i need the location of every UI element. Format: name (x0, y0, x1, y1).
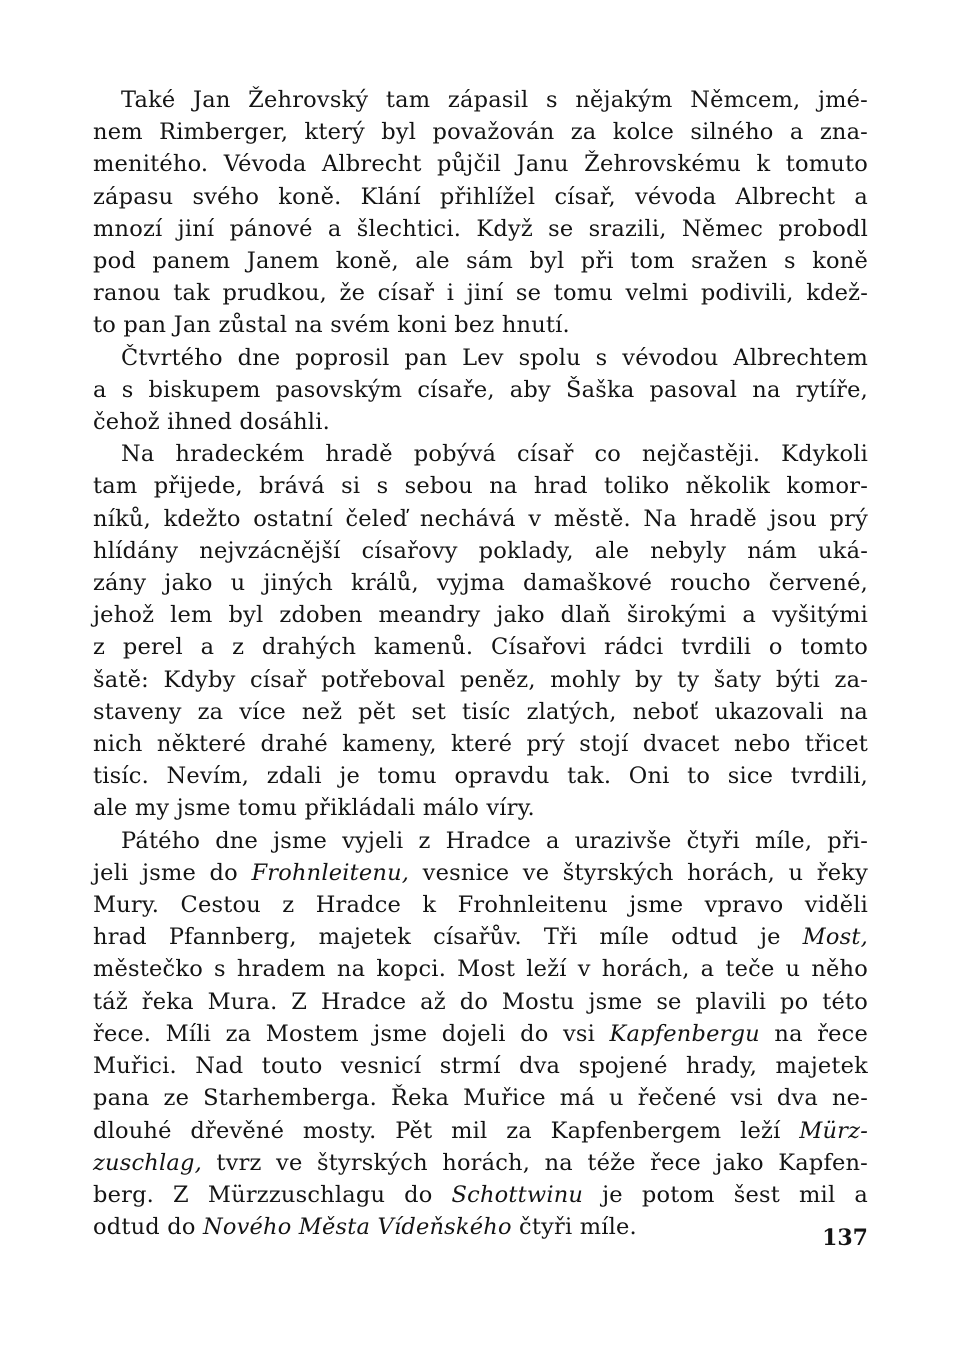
text-segment: jehož lem byl zdoben meandry jako dlaň širokými a vyšitými (93, 602, 868, 629)
paragraph (93, 342, 868, 439)
text-segment: ranou tak prudkou, že císař i jiní se tomu velmi podivili, kdež- (93, 280, 868, 307)
text-segment: nich některé drahé kameny, které prý stojí dvacet nebo třicet (93, 731, 868, 758)
italic-text: Mürz- (799, 1117, 868, 1144)
page-text (93, 84, 868, 1243)
text-line (93, 953, 868, 985)
text-line (93, 1050, 868, 1082)
text-segment: Mury. Cestou z Hradce k Frohnleitenu jsme vpravo viděli (93, 892, 868, 919)
text-segment: tisíc. Nevím, zdali je tomu opravdu tak. Oni to sice tvrdili, (93, 763, 868, 790)
text-segment: zápasu svého koně. Klání přihlížel císař, vévoda Albrecht a (93, 183, 868, 210)
italic-text: zuschlag, (93, 1149, 202, 1176)
text-segment: Pátého dne jsme vyjeli z Hradce a urazivše čtyři míle, při- (121, 827, 868, 854)
text-segment: táž řeka Mura. Z Hradce až do Mostu jsme se plavili po této (93, 988, 868, 1015)
text-line (93, 696, 868, 728)
text-segment: pana ze Starhemberga. Řeka Muřice má u řečené vsi dva ne- (93, 1085, 868, 1112)
text-line (93, 535, 868, 567)
text-segment: to pan Jan zůstal na svém koni bez hnutí. (93, 312, 570, 339)
paragraph (93, 438, 868, 824)
text-segment: odtud do (93, 1214, 203, 1241)
text-segment: městečko s hradem na kopci. Most leží v horách, a teče u něho (93, 956, 868, 983)
text-line (93, 857, 868, 889)
text-segment: šatě: Kdyby císař potřeboval peněz, mohly by ty šaty býti za- (93, 666, 868, 693)
text-line (93, 342, 868, 374)
text-line (93, 1147, 868, 1179)
italic-text: Schottwinu (451, 1181, 584, 1208)
text-line (93, 148, 868, 180)
text-line (93, 309, 868, 341)
text-line (93, 889, 868, 921)
text-line (93, 986, 868, 1018)
text-segment: pod panem Janem koně, ale sám byl při tom sražen s koně (93, 248, 868, 275)
text-line (93, 567, 868, 599)
text-segment: tvrz ve štyrských horách, na téže řece jako Kapfen- (201, 1149, 868, 1176)
text-segment: hlídány nejvzácnější císařovy poklady, ale nebyly nám uká- (93, 537, 868, 564)
text-segment: mnozí jiní pánové a šlechtici. Když se srazili, Němec probodl (93, 215, 868, 242)
text-segment: řece. Míli za Mostem jsme dojeli do vsi (93, 1020, 610, 1047)
text-line (93, 1082, 868, 1114)
text-segment: jeli jsme do (93, 859, 252, 886)
text-line (93, 664, 868, 696)
paragraph (93, 825, 868, 1244)
text-segment: nem Rimberger, který byl považován za kolce silného a zna- (93, 119, 868, 146)
text-segment: z perel a z drahých kamenů. Císařovi rádci tvrdili o tomto (93, 634, 868, 661)
text-segment: vesnice ve štyrských horách, u řeky (409, 859, 868, 886)
text-line (93, 792, 868, 824)
text-line (93, 438, 868, 470)
text-segment: hrad Pfannberg, majetek císařův. Tři míle odtud je (93, 924, 803, 951)
text-line (93, 116, 868, 148)
text-line (93, 760, 868, 792)
text-line (93, 1179, 868, 1211)
text-segment: je potom šest mil a (583, 1181, 868, 1208)
text-line (93, 374, 868, 406)
text-segment: staveny za více než pět set tisíc zlatých, neboť ukazovali na (93, 698, 868, 725)
text-line (93, 503, 868, 535)
text-segment: menitého. Vévoda Albrecht půjčil Janu Žehrovskému k tomuto (93, 151, 868, 178)
text-segment: Čtvrtého dne poprosil pan Lev spolu s vévodou Albrechtem (121, 344, 868, 371)
italic-text: Kapfenbergu (609, 1020, 760, 1047)
text-segment: čtyři míle. (511, 1214, 637, 1241)
text-segment: na řece (759, 1020, 868, 1047)
text-line (93, 728, 868, 760)
page-number: 137 (822, 1225, 868, 1251)
text-segment: dlouhé dřevěné mosty. Pět mil za Kapfenbergem leží (93, 1117, 800, 1144)
text-line (93, 84, 868, 116)
text-line (93, 245, 868, 277)
text-line (93, 181, 868, 213)
text-line (93, 631, 868, 663)
text-segment: Na hradeckém hradě pobývá císař co nejčastěji. Kdykoli (121, 441, 868, 468)
italic-text: Most, (802, 924, 868, 951)
text-line (93, 1115, 868, 1147)
text-line (93, 921, 868, 953)
text-segment: a s biskupem pasovským císaře, aby Šaška pasoval na rytíře, (93, 376, 868, 403)
text-line (93, 470, 868, 502)
italic-text: Frohnleitenu, (251, 859, 410, 886)
text-segment: čehož ihned dosáhli. (93, 409, 330, 436)
text-line (93, 213, 868, 245)
text-line (93, 825, 868, 857)
text-segment: Muřici. Nad touto vesnicí strmí dva spojené hrady, majetek (93, 1053, 868, 1080)
paragraph (93, 84, 868, 342)
text-segment: zány jako u jiných králů, vyjma damaškové roucho červené, (93, 570, 868, 597)
text-segment: berg. Z Mürzzuschlagu do (93, 1181, 452, 1208)
italic-text: Nového Města Vídeňského (202, 1214, 512, 1241)
text-line (93, 599, 868, 631)
text-line (93, 1018, 868, 1050)
text-segment: Také Jan Žehrovský tam zápasil s nějakým Němcem, jmé- (121, 87, 868, 113)
text-line (93, 277, 868, 309)
text-line (93, 406, 868, 438)
text-segment: ale my jsme tomu přikládali málo víry. (93, 795, 535, 822)
text-line (93, 1211, 868, 1243)
text-segment: tam přijede, brává si s sebou na hrad toliko několik komor- (93, 473, 868, 500)
text-segment: níků, kdežto ostatní čeleď nechává v městě. Na hradě jsou prý (93, 505, 868, 532)
